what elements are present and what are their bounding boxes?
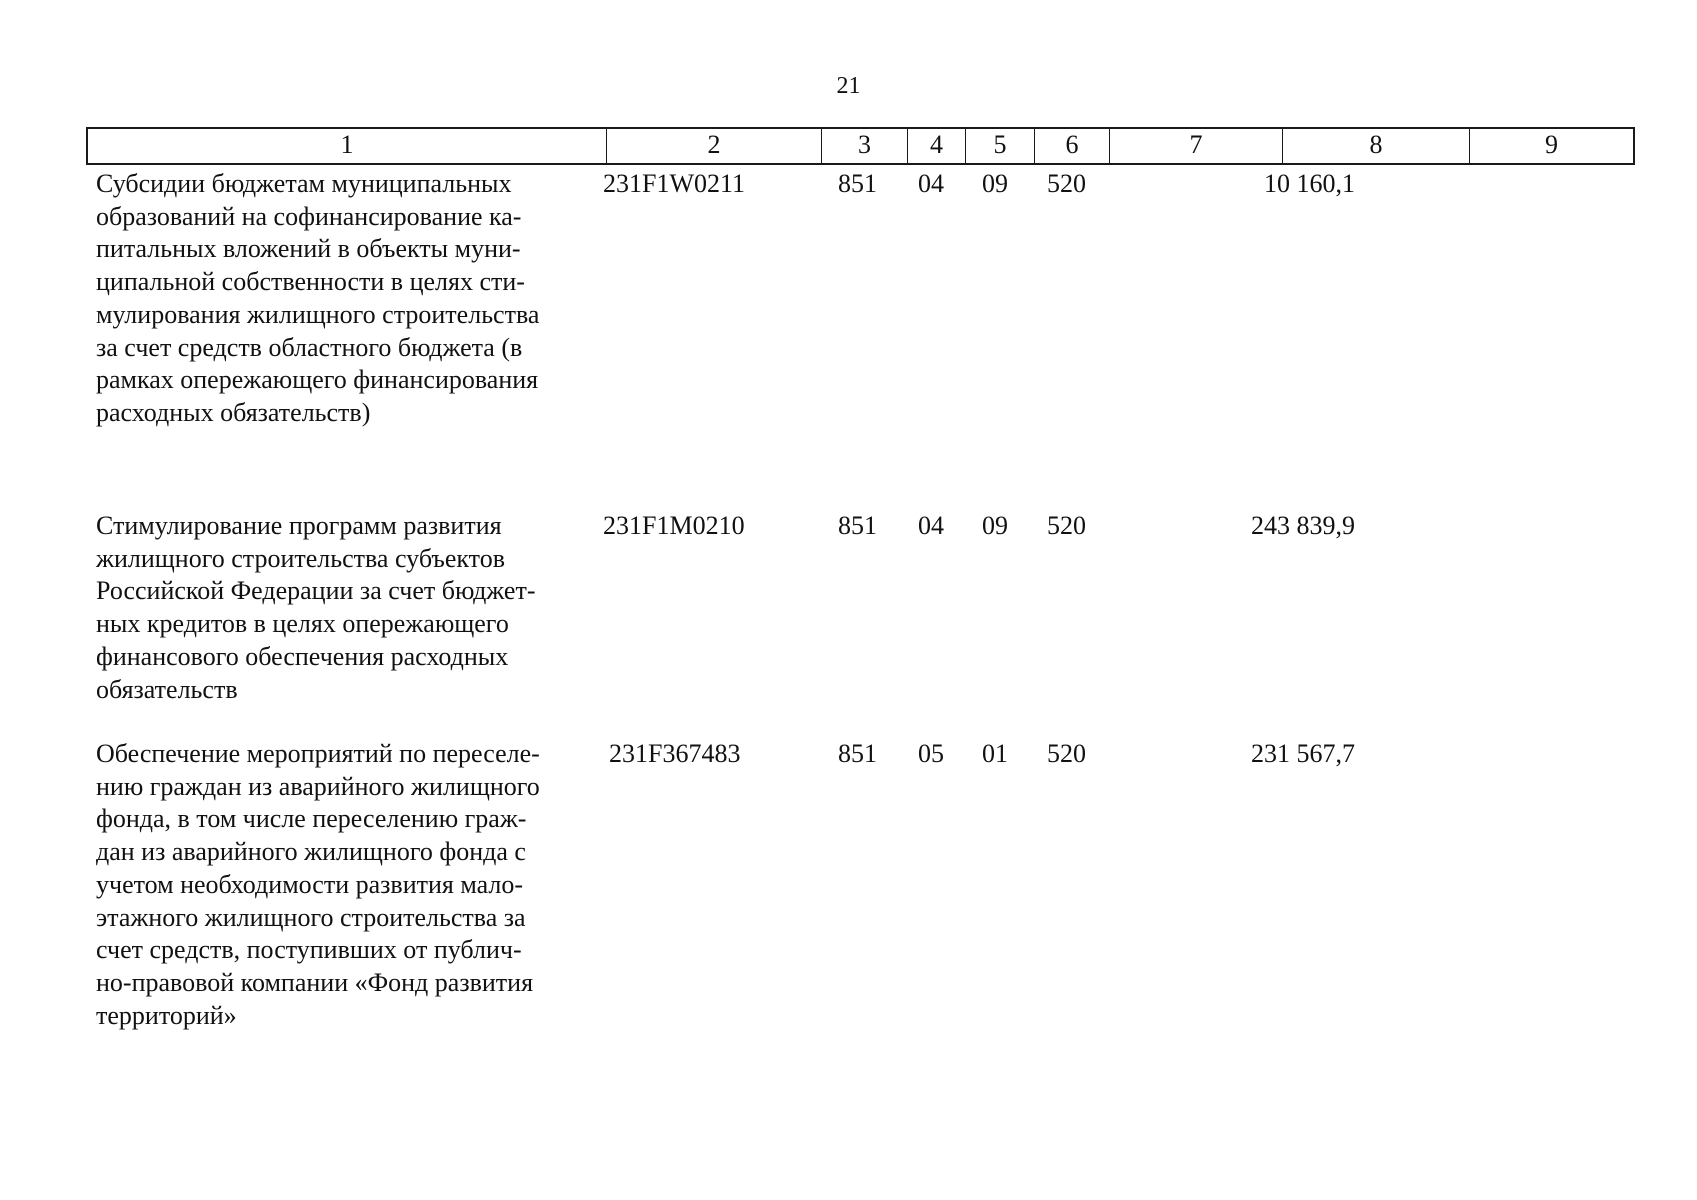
row-col-5: 09 xyxy=(982,169,1008,198)
header-col-4: 4 xyxy=(907,129,965,163)
header-col-5: 5 xyxy=(965,129,1034,163)
row-col-3: 851 xyxy=(838,739,877,768)
row-col-7: 10 160,1 xyxy=(1264,169,1355,198)
row-col-6: 520 xyxy=(1047,739,1086,768)
row-col-7: 243 839,9 xyxy=(1251,511,1355,540)
table-header xyxy=(86,127,1635,165)
row-col-3: 851 xyxy=(838,511,877,540)
row-col-6: 520 xyxy=(1047,169,1086,198)
row-col-4: 05 xyxy=(918,739,944,768)
row-name: Обеспечение мероприятий по переселе- нию граждан из аварийного жилищного фонда, в том числе переселению граж- дан из аварийного жилищного фонда с учетом необходимости развития мало- этажного жилищного строительства за счет средств, поступивших от публич- но-правовой компании «Фонд развития территорий» xyxy=(96,739,540,1030)
row-col-5: 09 xyxy=(982,511,1008,540)
row-col-4: 04 xyxy=(918,169,944,198)
row-code: 231F367483 xyxy=(609,739,741,768)
header-col-6: 6 xyxy=(1034,129,1109,163)
row-col-3: 851 xyxy=(838,169,877,198)
header-col-3: 3 xyxy=(821,129,907,163)
header-col-2: 2 xyxy=(606,129,821,163)
header-col-1: 1 xyxy=(340,130,354,159)
row-col-4: 04 xyxy=(918,511,944,540)
row-name: Стимулирование программ развития жилищного строительства субъектов Российской Федерации за счет бюджет- ных кредитов в целях опережающего финансового обеспечения расходных обязательств xyxy=(96,511,536,704)
row-code: 231F1W0211 xyxy=(603,169,746,198)
header-col-7: 7 xyxy=(1109,129,1282,163)
row-code: 231F1M0210 xyxy=(603,511,745,540)
row-name: Субсидии бюджетам муниципальных образований на софинансирование ка- питальных вложений в объекты муни- ципальной собственности в целях сти- мулирования жилищного строительства за счет средств областного бюджета (в рамках опережающего финансирования расходных обязательств) xyxy=(96,169,540,427)
row-col-6: 520 xyxy=(1047,511,1086,540)
row-col-7: 231 567,7 xyxy=(1251,739,1355,768)
header-col-9: 9 xyxy=(1469,129,1633,163)
header-col-8: 8 xyxy=(1282,129,1469,163)
row-col-5: 01 xyxy=(982,739,1008,768)
page-number: 21 xyxy=(836,73,861,99)
